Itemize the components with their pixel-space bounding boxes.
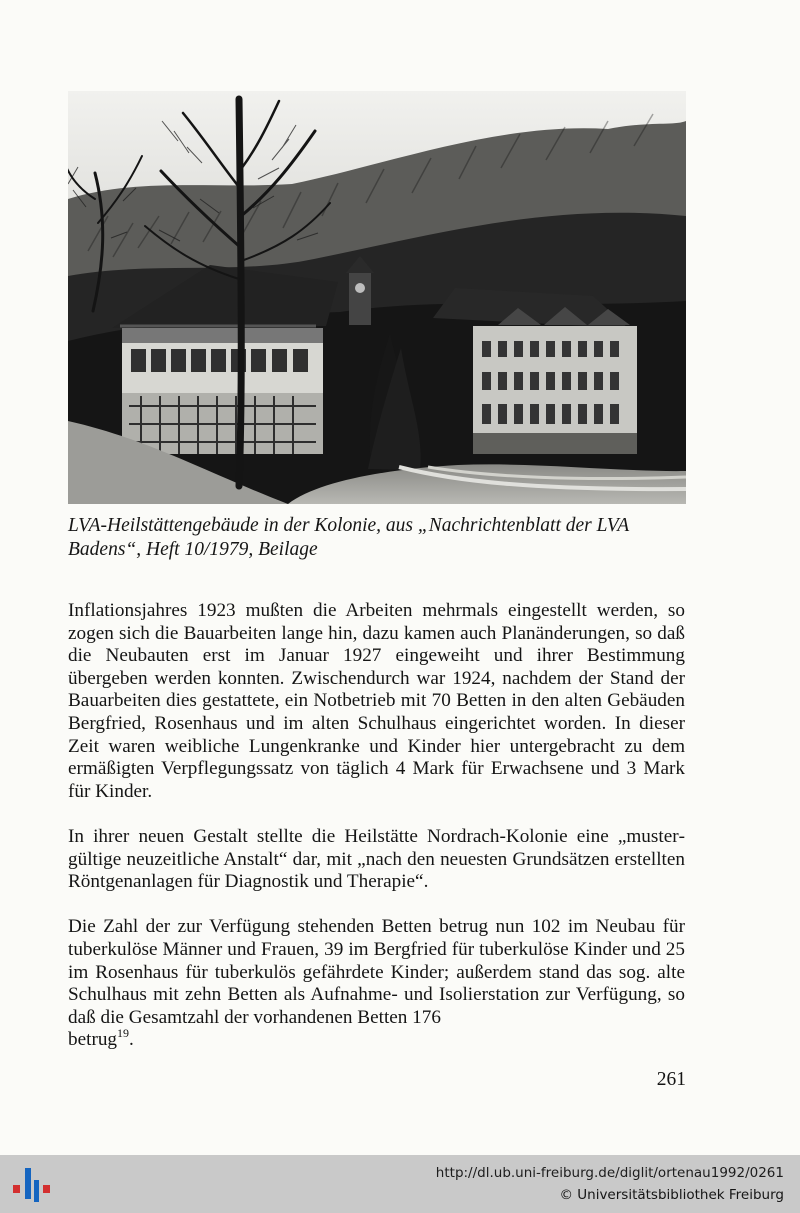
photo-caption: [68, 514, 708, 562]
caption-line-2: Badens“, Heft 10/1979, Beilage: [68, 539, 318, 560]
paragraph-beds-text: Die Zahl der zur Verfügung stehenden Betten betrug nun 102 im Neubau für tuberkulöse Männer und Frauen, 39 im Bergfried für tuberkulöse Kinder und 25 im Rosenhaus für tuberkulös gefährdete Kinder; außerdem stand das sog. alte Schulhaus mit zehn Betten als Aufnahme- und Isolierstation zur Verfügung, so daß die Gesamtzahl der vorhandenen Betten 176: [68, 916, 685, 1028]
digital-library-url[interactable]: http://dl.ub.uni-freiburg.de/diglit/ortenau1992/0261: [435, 1165, 784, 1181]
logo-red-bar-right: [43, 1185, 50, 1193]
main-text: [68, 600, 685, 1052]
logo-red-bar-left: [13, 1185, 20, 1193]
digital-library-footer: [0, 1155, 800, 1213]
photo-drawing: [68, 91, 686, 504]
logo-blue-bar-center: [25, 1168, 31, 1199]
paragraph-beds-last-word: betrug: [68, 1029, 118, 1051]
paragraph-new-structure: In ihrer neuen Gestalt stellte die Heilstätte Nordrach-Kolonie eine „mustergültige neuzeitliche Anstalt“ dar, mit „nach den neuesten Grundsätzen erstellten Röntgenanlagen für Diagnostik und Therapie“.: [68, 825, 685, 893]
paragraph-inflation: Inflationsjahres 1923 mußten die Arbeiten mehrmals eingestellt werden, so zogen sich die Bauarbeiten lange hin, dazu kamen auch Planänderungen, so daß die Neubauten erst im Januar 1927 eingeweiht und ihrer Bestimmung übergeben werden konnten. Zwischendurch war 1924, nachdem der Stand der Bauarbeiten dies gestattete, ein Notbetrieb mit 70 Betten in den alten Gebäuden Bergfried, Rosenhaus und im alten Schulhaus eingerichtet worden. In dieser Zeit waren weibliche Lungenkranke und Kinder hier untergebracht zu dem ermäßigten Verpflegungssatz von täglich 4 Mark für Erwachsene und 3 Mark für Kinder.: [68, 600, 685, 802]
paragraph-beds: [68, 916, 685, 1052]
footnote-reference: 19: [117, 1026, 130, 1041]
library-copyright: © Universitätsbibliothek Freiburg: [559, 1187, 784, 1203]
university-library-logo: [8, 1163, 54, 1205]
page-number: 261: [656, 1069, 686, 1090]
caption-line-1: LVA-Heilstättengebäude in der Kolonie, aus „Nachrichtenblatt der LVA: [68, 515, 630, 536]
logo-blue-bar-right: [34, 1180, 39, 1202]
historic-sanatorium-photo: [68, 91, 686, 504]
paragraph-beds-period: .: [129, 1029, 134, 1051]
